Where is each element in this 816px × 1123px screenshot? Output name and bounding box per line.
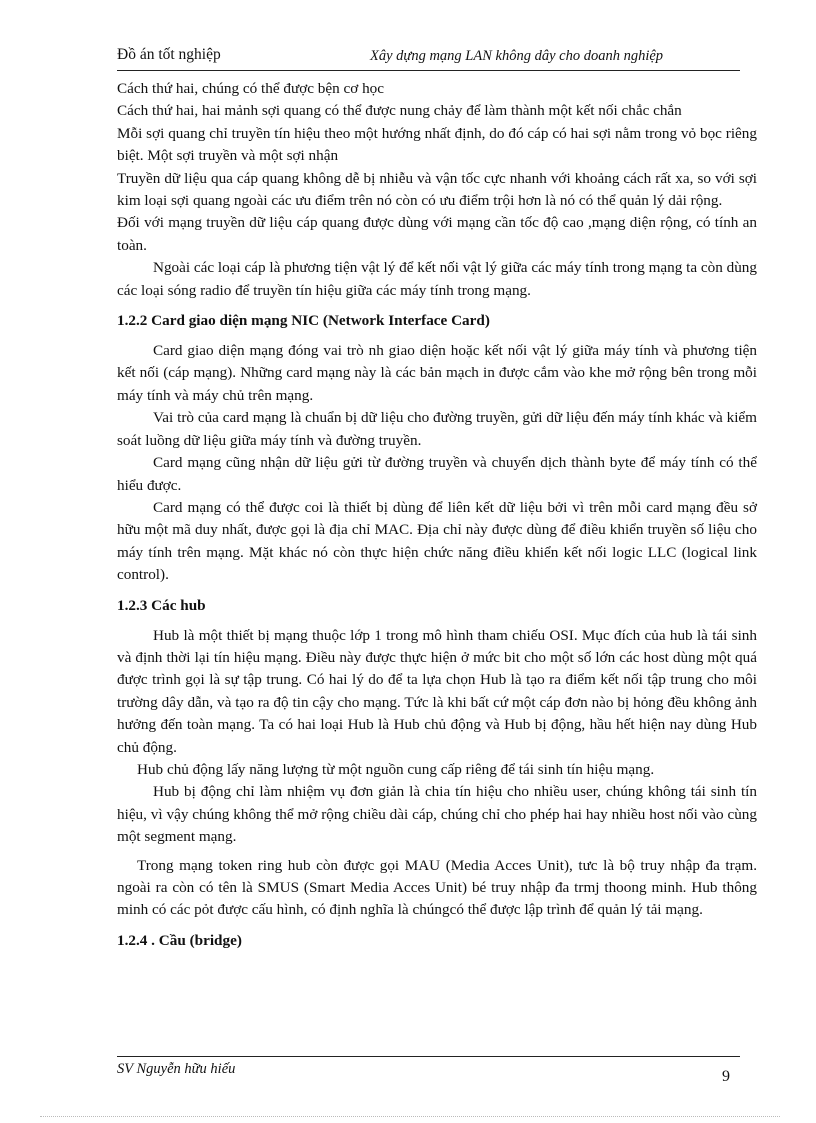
paragraph: Cách thứ hai, chúng có thể được bện cơ học [117, 80, 385, 97]
header-title: Đồ án tốt nghiệp [117, 46, 221, 63]
header-divider [117, 70, 740, 71]
paragraph: Hub bị động chỉ làm nhiệm vụ đơn giản là chia tín hiệu cho nhiều user, chúng không tái sinh tín hiệu, vì vậy chúng không thể mở rộng chiều dài cáp, chúng chỉ cho phép hai hay nhiều host nối vào cùng một segment mạng. [117, 783, 757, 846]
paragraph: Vai trò của card mạng là chuẩn bị dữ liệu cho đường truyền, gửi dữ liệu đến máy tính khác và kiểm soát luồng dữ liệu giữa máy tính và đường truyền. [117, 409, 757, 449]
paragraph: Hub chủ động lấy năng lượng từ một nguồn cung cấp riêng để tái sinh tín hiệu mạng. [137, 760, 655, 778]
paragraph: Truyền dữ liệu qua cáp quang không dễ bị nhiễu và vận tốc cực nhanh với khoảng cách rất xa, so với sợi kim loại sợi quang ngoài các ưu điểm trên nó còn có ưu điểm trội hơn là nó có thể quản lý dải rộng. [117, 169, 757, 210]
paragraph: Ngoài các loại cáp là phương tiện vật lý để kết nối vật lý giữa các máy tính trong mạng ta còn dùng các loại sóng radio để truyền tín hiệu giữa các máy tính trong mạng. [117, 259, 757, 299]
section-heading-bridge: 1.2.4 . Cầu (bridge) [117, 931, 242, 949]
footer-author: SV Nguyễn hữu hiếu [117, 1061, 236, 1077]
paragraph: Card mạng có thể được coi là thiết bị dùng để liên kết dữ liệu bởi vì trên mỗi card mạng đều sở hữu một mã duy nhất, được gọi là địa chỉ MAC. Địa chỉ này được dùng để điều khiển truyền số liệu cho máy tính trên mạng. Mặt khác nó còn thực hiện chức năng điều khiển kết nối logic LLC (logical link control). [117, 498, 757, 584]
footer-divider [117, 1056, 740, 1057]
paragraph: Hub là một thiết bị mạng thuộc lớp 1 trong mô hình tham chiếu OSI. Mục đích của hub là tái sinh và định thời lại tín hiệu mạng. Điều này được thực hiện ở mức bit cho một số lớn các host dùng một quá được trình gọi là sự tập trung. Có hai lý do để ta lựa chọn Hub là tạo ra điểm kết nối tập trung cho môi trường dây dẫn, và tạo ra độ tin cậy cho mạng. Tức là khi bất cứ một cáp đơn nào bị hỏng đều không ảnh hưởng đến toàn mạng. Ta có hai loại Hub là Hub chủ động và Hub bị động, hầu hết hiện nay dùng Hub chủ động. [117, 626, 757, 756]
paragraph: Card giao diện mạng đóng vai trò nh giao diện hoặc kết nối vật lý giữa máy tính và phương tiện kết nối (cáp mạng). Những card mạng này là các bản mạch in được cắm vào khe mở rộng bên trong mỗi máy tính và máy chủ trên mạng. [117, 342, 757, 404]
document-body [117, 78, 757, 960]
page-number: 9 [722, 1068, 730, 1085]
paragraph: Cách thứ hai, hai mảnh sợi quang có thể được nung chảy để làm thành một kết nối chắc chắn [117, 102, 682, 120]
paragraph: Đối với mạng truyền dữ liệu cáp quang được dùng với mạng cần tốc độ cao ,mạng diện rộng, có tính an toàn. [117, 214, 757, 254]
paragraph: Trong mạng token ring hub còn được gọi MAU (Media Acces Unit), tưc là bộ truy nhập đa trạm. ngoài ra còn có tên là SMUS (Smart Media Acces Unit) bé truy nhập đa trmj thoong minh. Hub thông minh có các pỏt được cấu hình, có định nghĩa là chúngcó thể được lập trình để quản lý tải mạng. [117, 856, 757, 919]
page-edge-divider [40, 1116, 780, 1117]
section-heading-hub: 1.2.3 Các hub [117, 596, 206, 614]
paragraph: Card mạng cũng nhận dữ liệu gửi từ đường truyền và chuyển dịch thành byte để máy tính có thể hiểu được. [117, 454, 757, 494]
section-heading-nic: 1.2.2 Card giao diện mạng NIC (Network Interface Card) [117, 312, 490, 330]
paragraph: Mỗi sợi quang chỉ truyền tín hiệu theo một hướng nhất định, do đó cáp có hai sợi nằm trong vỏ bọc riêng biệt. Một sợi truyền và một sợi nhận [117, 124, 757, 165]
header-subtitle: Xây dựng mạng LAN không dây cho doanh nghiệp [370, 48, 664, 64]
